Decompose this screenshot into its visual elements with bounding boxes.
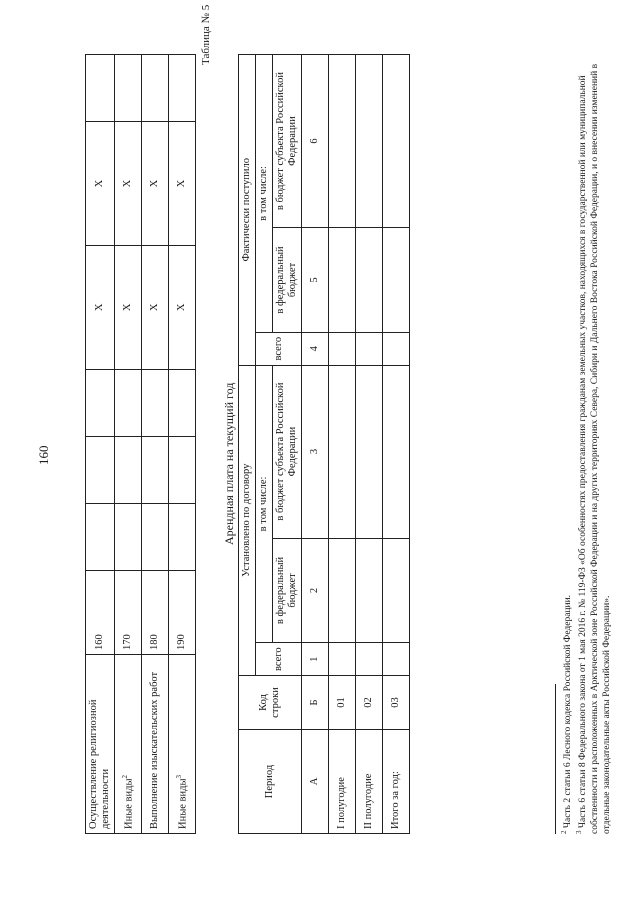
cell (329, 55, 356, 228)
cell (329, 228, 356, 333)
footnote-marker: 2 (560, 830, 568, 834)
header-total: всего (256, 332, 302, 365)
cell (383, 332, 410, 365)
period-cell: II полугодие (356, 730, 383, 834)
cell: X (142, 122, 169, 246)
table-row (115, 55, 142, 834)
footnote (560, 54, 575, 834)
cell (115, 369, 142, 436)
cell: X (115, 122, 142, 246)
footnote-divider (555, 684, 556, 834)
cell (169, 436, 196, 503)
cell (169, 55, 196, 122)
header-including: в том числе: (256, 365, 273, 643)
table-row (169, 55, 196, 834)
row-name: Иные виды (177, 778, 189, 829)
header-actual: Фактически поступило (239, 55, 256, 366)
header-including: в том числе: (256, 55, 273, 333)
cell (329, 643, 356, 676)
cell (356, 365, 383, 538)
cell (383, 643, 410, 676)
row-code: 190 (169, 571, 196, 655)
table-row (329, 55, 356, 834)
code-cell: 01 (329, 676, 356, 730)
cell (356, 538, 383, 643)
cell (356, 55, 383, 228)
cell: X (86, 245, 115, 369)
row-code: 180 (142, 571, 169, 655)
index-cell: 6 (302, 55, 329, 228)
cell (356, 643, 383, 676)
header-row (239, 55, 256, 834)
cell (329, 538, 356, 643)
footnotes (560, 54, 614, 834)
header-period: Период (239, 730, 302, 834)
header-subject: в бюджет субъекта Российской Федерации (273, 55, 302, 228)
header-total: всего (256, 643, 302, 676)
cell (383, 538, 410, 643)
cell (383, 228, 410, 333)
cell (142, 436, 169, 503)
cell (383, 55, 410, 228)
period-cell: Итого за год: (383, 730, 410, 834)
rent-table (238, 54, 410, 834)
row-name: Осуществление религиозной деятельности (88, 699, 112, 829)
footnote-text: Часть 2 статьи 6 Лесного кодекса Российской Федерации. (563, 594, 574, 829)
header-federal: в федеральный бюджет (273, 228, 302, 333)
footnote-ref: 2 (120, 774, 129, 779)
cell (86, 369, 115, 436)
cell (142, 503, 169, 570)
footnote (575, 54, 614, 834)
row-code: 160 (86, 571, 115, 655)
cell (86, 436, 115, 503)
cell (329, 365, 356, 538)
code-cell: 03 (383, 676, 410, 730)
row-name: Выполнение изыскательских работ (149, 671, 161, 829)
table-caption: Арендная плата на текущий год (222, 382, 236, 545)
footnote-marker: 3 (575, 830, 584, 834)
cell: X (115, 245, 142, 369)
cell (115, 436, 142, 503)
row-name: Иные виды (123, 778, 135, 829)
table-row (383, 55, 410, 834)
cell (383, 365, 410, 538)
index-cell: 1 (302, 643, 329, 676)
index-cell: 5 (302, 228, 329, 333)
footnote-ref: 3 (174, 774, 183, 779)
index-cell: 2 (302, 538, 329, 643)
cell (356, 332, 383, 365)
header-subject: в бюджет субъекта Российской Федерации (273, 365, 302, 538)
table-row (356, 55, 383, 834)
table-row (86, 55, 115, 834)
header-code: Код строки (239, 676, 302, 730)
cell (142, 55, 169, 122)
cell (86, 55, 115, 122)
index-cell: А (302, 730, 329, 834)
cell (329, 332, 356, 365)
period-cell: I полугодие (329, 730, 356, 834)
page-number: 160 (36, 445, 51, 465)
header-established: Установлено по договору (239, 365, 256, 675)
cell (169, 369, 196, 436)
activity-table (85, 54, 196, 834)
cell (169, 503, 196, 570)
cell: X (142, 245, 169, 369)
cell (356, 228, 383, 333)
row-code: 170 (115, 571, 142, 655)
header-federal: в федеральный бюджет (273, 538, 302, 643)
cell (142, 369, 169, 436)
cell: X (169, 122, 196, 246)
cell (115, 503, 142, 570)
index-row (302, 55, 329, 834)
code-cell: 02 (356, 676, 383, 730)
table-label: Таблица № 5 (200, 4, 212, 65)
cell (86, 503, 115, 570)
cell: X (169, 245, 196, 369)
cell (115, 55, 142, 122)
table-row (142, 55, 169, 834)
index-cell: Б (302, 676, 329, 730)
footnote-text: Часть 6 статьи 8 Федерального закона от 1 мая 2016 г. № 119-ФЗ «Об особенностях предоставления гражданам земельных участков, находящихся в государственной или муниципальной собственности и расположенных в Арктической зоне Российской Федерации и на других территориях Севера, Сибири и Дальнего Востока Российской Федерации, и о внесении изменений в отдельные законодательные акты Российской Федерации». (578, 63, 612, 834)
cell: X (86, 122, 115, 246)
index-cell: 4 (302, 332, 329, 365)
index-cell: 3 (302, 365, 329, 538)
